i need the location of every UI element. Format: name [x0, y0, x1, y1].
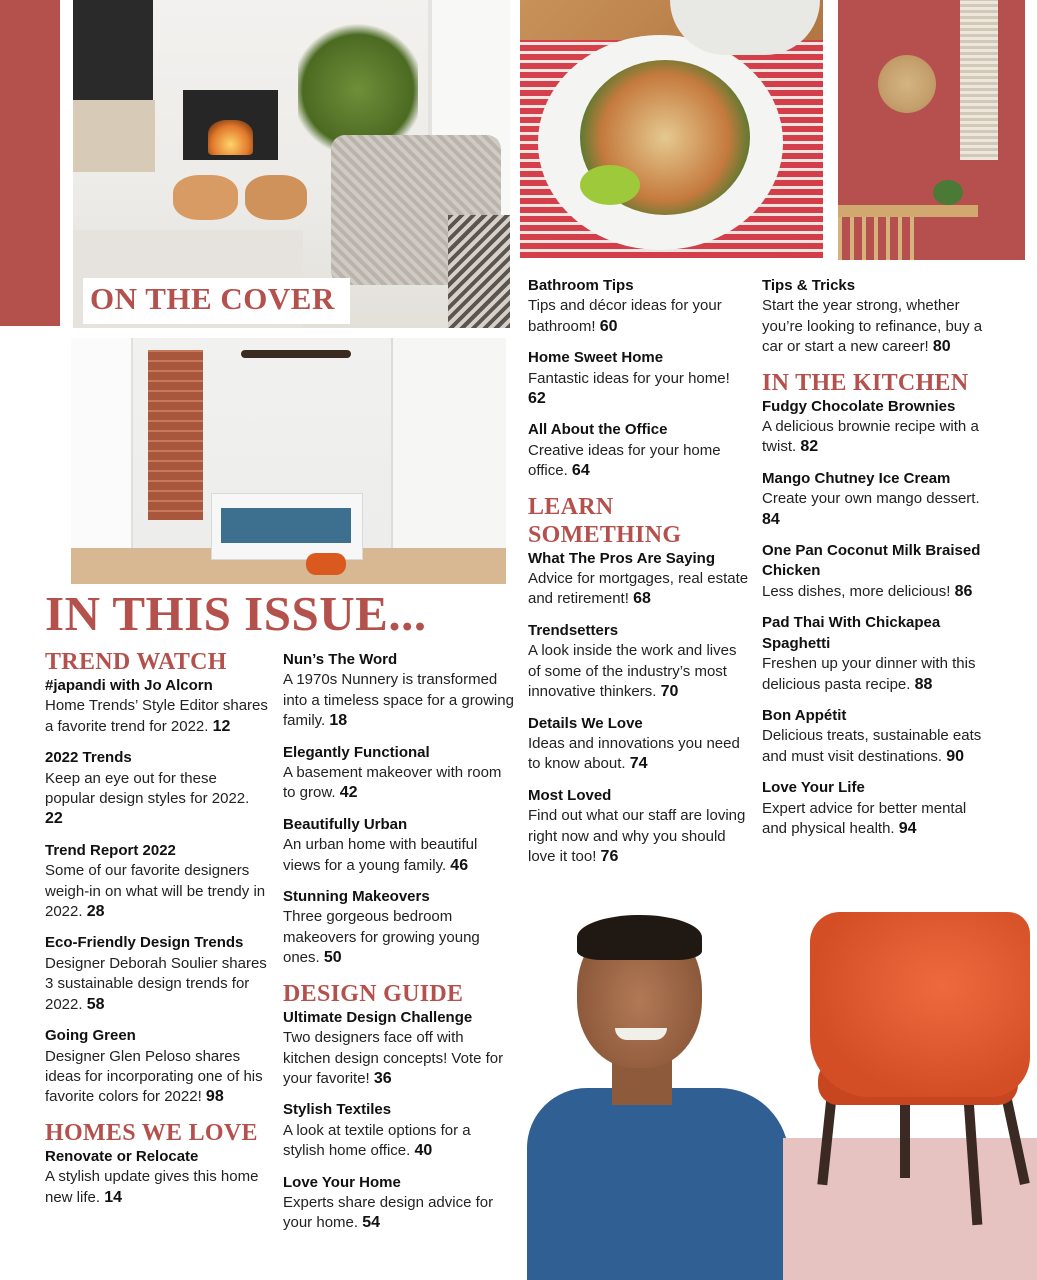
chair-leg [900, 1100, 910, 1178]
toc-column-3 [528, 276, 750, 878]
pouf [173, 175, 238, 220]
chair-spindles [838, 217, 918, 260]
toc-entry-description: Experts share design advice for your home. [283, 1193, 494, 1232]
toc-entry-title: Love Your Life [762, 779, 865, 797]
toc-entry-description: A stylish update gives this home new life. [45, 1168, 259, 1206]
toc-entry-description: Tips and décor ideas for your bathroom! [528, 297, 722, 335]
section-heading: IN THE KITCHEN [762, 369, 969, 396]
toc-entry-title: 2022 Trends [45, 749, 132, 767]
toc-entry-description: A look inside the work and lives of some of the industry’s most innovative thinkers. [528, 642, 737, 701]
toc-entry[interactable] [283, 1008, 515, 1090]
blue-shirt [527, 1088, 789, 1280]
smile [615, 1028, 667, 1040]
pouf [245, 175, 307, 220]
desk [838, 205, 978, 217]
section-heading: HOMES WE LOVE [45, 1119, 258, 1146]
toc-entry-description: Designer Deborah Soulier shares 3 sustainable design trends for 2022. [45, 954, 267, 1013]
man-portrait [527, 910, 789, 1280]
toc-entry-title: Bathroom Tips [528, 277, 634, 294]
toc-entry-title: Most Loved [528, 786, 612, 804]
toc-entry-title: Bon Appétit [762, 706, 847, 724]
toc-entry-page-number: 84 [762, 510, 780, 528]
macrame-hanger [960, 0, 998, 160]
page-title: IN THIS ISSUE... [45, 586, 427, 641]
toc-entry-page-number: 90 [946, 747, 965, 765]
toc-entry[interactable] [762, 613, 990, 695]
toc-entry-page-number: 98 [205, 1088, 224, 1106]
ceiling-fan [241, 350, 351, 358]
cover-label: ON THE COVER [90, 281, 335, 316]
toc-entry-description: Less dishes, more delicious! [762, 582, 951, 600]
toc-entry-description: Home Trends’ Style Editor shares a favorite trend for 2022. [45, 697, 268, 735]
toc-entry[interactable] [45, 1147, 270, 1208]
toc-entry-title: Stunning Makeovers [283, 888, 430, 906]
toc-entry[interactable] [45, 933, 270, 1015]
toc-entry-page-number: 70 [660, 683, 679, 701]
lime [580, 165, 640, 205]
toc-entry[interactable] [762, 706, 990, 767]
toc-entry-page-number: 42 [339, 784, 358, 802]
toc-entry-description: Keep an eye out for these popular design styles for 2022. [45, 769, 250, 808]
toc-entry-description: Create your own mango dessert. [762, 490, 980, 508]
blanket [221, 508, 351, 543]
armchair-side [448, 215, 510, 328]
toc-entry-description: Start the year strong, whether you’re looking to refinance, buy a car or start a new career! [762, 297, 983, 356]
toc-entry-page-number: 88 [914, 675, 933, 693]
toc-entry-title: Pad Thai With Chickapea Spaghetti [762, 614, 941, 652]
toc-entry[interactable] [283, 1100, 515, 1161]
toc-entry[interactable] [762, 778, 990, 839]
toc-entry-description: Advice for mortgages, real estate and retirement! [528, 570, 749, 608]
toc-column-2 [283, 650, 515, 1245]
toc-entry-page-number: 46 [450, 856, 469, 874]
toc-entry-description: A delicious brownie recipe with a twist. [762, 418, 979, 456]
brick-column [148, 350, 203, 520]
toc-entry-page-number: 76 [600, 847, 619, 865]
toc-entry[interactable] [45, 1026, 270, 1108]
toc-entry-title: Eco-Friendly Design Trends [45, 934, 244, 952]
toc-entry-title: Trend Report 2022 [45, 841, 176, 859]
toc-entry-description: A look at textile options for a stylish home office. [283, 1121, 471, 1160]
toc-entry[interactable] [528, 420, 750, 481]
toc-entry[interactable] [283, 1173, 515, 1234]
toc-entry[interactable] [528, 276, 750, 337]
toc-entry-title: Nun’s The Word [283, 651, 398, 668]
toc-entry[interactable] [528, 348, 750, 409]
toc-entry[interactable] [283, 887, 515, 969]
toc-entry-description: A 1970s Nunnery is transformed into a timeless space for a growing family. [283, 671, 514, 730]
toc-entry-page-number: 74 [629, 755, 648, 773]
toc-entry-title: Love Your Home [283, 1173, 401, 1191]
toc-entry-page-number: 12 [212, 717, 231, 735]
toc-entry-page-number: 64 [571, 462, 590, 480]
toc-entry-title: Fudgy Chocolate Brownies [762, 397, 956, 415]
toc-entry[interactable] [283, 815, 515, 876]
straw-hat [878, 55, 936, 113]
toc-entry-description: Three gorgeous bedroom makeovers for growing young ones. [283, 908, 480, 967]
pad-thai-photo [520, 0, 823, 258]
orange-bag [306, 553, 346, 575]
toc-entry-title: Mango Chutney Ice Cream [762, 469, 951, 487]
toc-entry-page-number: 18 [329, 712, 348, 730]
toc-entry-title: Beautifully Urban [283, 815, 408, 833]
toc-entry-title: All About the Office [528, 421, 668, 439]
toc-entry[interactable] [762, 276, 990, 358]
decorative-red-bar [0, 0, 60, 326]
toc-entry-page-number: 36 [373, 1069, 392, 1087]
toc-entry[interactable] [528, 786, 750, 868]
red-wall-photo [838, 0, 1025, 260]
toc-entry-title: Elegantly Functional [283, 743, 430, 761]
toc-entry-title: Tips & Tricks [762, 277, 856, 294]
toc-entry-title: Trendsetters [528, 621, 619, 639]
toc-entry-description: Find out what our staff are loving right now and why you should love it too! [528, 807, 746, 865]
toc-entry-description: Some of our favorite designers weigh-in on what will be trendy in 2022. [45, 862, 266, 921]
toc-entry[interactable] [45, 748, 270, 830]
toc-entry-title: Home Sweet Home [528, 349, 664, 367]
toc-entry-page-number: 68 [633, 590, 651, 608]
toc-entry-page-number: 82 [800, 438, 819, 456]
toc-entry[interactable] [45, 676, 270, 737]
section-heading: TREND WATCH [45, 649, 227, 675]
toc-entry-description: Fantastic ideas for your home! [528, 369, 730, 387]
toc-entry[interactable] [528, 714, 750, 775]
toc-entry-description: A basement makeover with room to grow. [283, 764, 502, 802]
shelf [73, 100, 155, 172]
toc-entry-page-number: 58 [86, 995, 105, 1013]
toc-entry[interactable] [528, 549, 750, 610]
toc-entry-page-number: 60 [599, 317, 618, 335]
toc-entry-title: Details We Love [528, 714, 643, 732]
toc-entry-page-number: 86 [954, 582, 973, 600]
toc-entry[interactable] [528, 621, 750, 703]
toc-entry-page-number: 80 [932, 338, 951, 356]
toc-entry-page-number: 50 [323, 949, 342, 967]
toc-entry-title: Ultimate Design Challenge [283, 1008, 473, 1026]
toc-entry-page-number: 28 [86, 903, 105, 921]
toc-entry[interactable] [762, 469, 990, 530]
toc-entry[interactable] [283, 743, 515, 804]
toc-entry-page-number: 54 [362, 1214, 381, 1232]
toc-entry[interactable] [762, 397, 990, 458]
hair [577, 915, 702, 960]
toc-entry-page-number: 40 [414, 1142, 433, 1160]
toc-entry-description: Ideas and innovations you need to know about. [528, 734, 740, 773]
toc-entry-description: Freshen up your dinner with this delicious pasta recipe. [762, 655, 976, 693]
toc-entry-description: An urban home with beautiful views for a young family. [283, 836, 478, 874]
window [71, 338, 133, 558]
toc-column-1 [45, 648, 270, 1219]
fire [208, 120, 253, 155]
toc-entry-title: Stylish Textiles [283, 1101, 392, 1119]
toc-entry-description: Delicious treats, sustainable eats and must visit destinations. [762, 727, 982, 765]
tv [73, 0, 153, 100]
toc-entry-title: #japandi with Jo Alcorn [45, 677, 213, 694]
toc-column-4 [762, 276, 990, 850]
toc-entry-title: What The Pros Are Saying [528, 549, 715, 567]
section-heading: DESIGN GUIDE [283, 980, 464, 1007]
toc-entry-description: Creative ideas for your home office. [528, 441, 721, 480]
potted-plant [933, 180, 963, 205]
toc-entry-page-number: 62 [528, 390, 546, 408]
toc-entry-title: Going Green [45, 1027, 136, 1045]
toc-entry-description: Two designers face off with kitchen design concepts! Vote for your favorite! [283, 1029, 504, 1087]
toc-entry[interactable] [283, 650, 515, 732]
toc-entry-page-number: 22 [45, 810, 63, 828]
toc-entry-description: Expert advice for better mental and physical health. [762, 799, 967, 837]
toc-entry[interactable] [762, 541, 990, 602]
toc-entry[interactable] [45, 841, 270, 923]
toc-entry-page-number: 14 [104, 1188, 122, 1206]
bedroom-photo [71, 338, 506, 584]
orange-chair [810, 912, 1030, 1097]
toc-entry-title: One Pan Coconut Milk Braised Chicken [762, 542, 981, 580]
section-heading: LEARN SOMETHING [528, 493, 682, 548]
toc-entry-title: Renovate or Relocate [45, 1147, 199, 1165]
toc-entry-page-number: 94 [898, 819, 917, 837]
toc-entry-description: Designer Glen Peloso shares ideas for incorporating one of his favorite colors for 2022! [45, 1047, 263, 1106]
